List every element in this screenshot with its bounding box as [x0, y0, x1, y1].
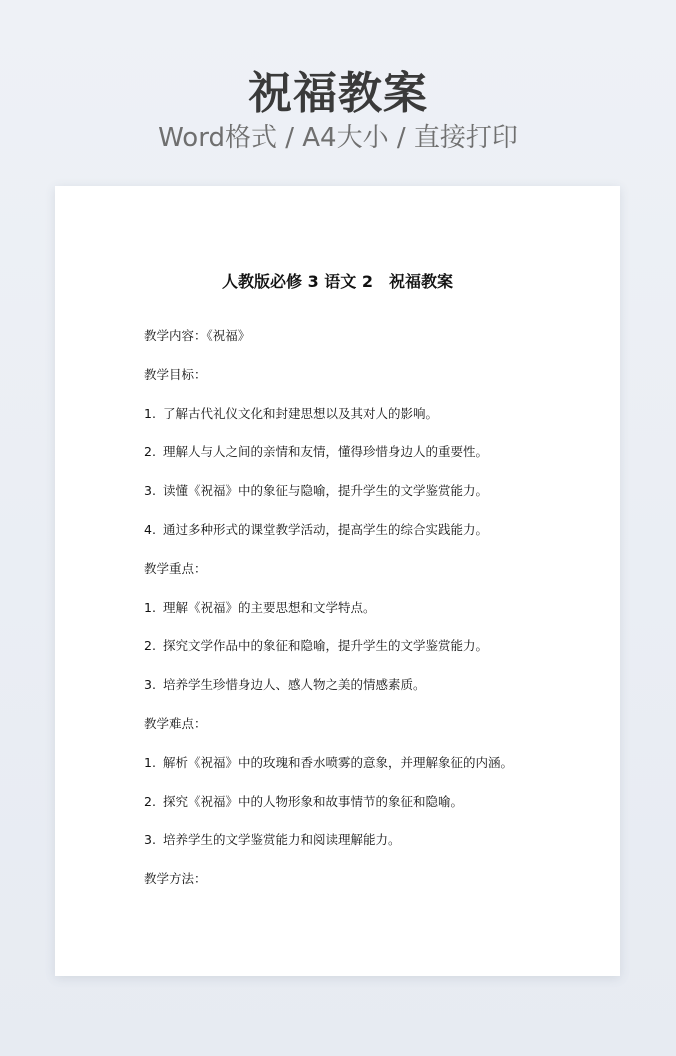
list-item — [144, 598, 544, 637]
line-text: 教学方法： — [144, 871, 207, 887]
list-item — [144, 520, 544, 559]
line-text: 了解古代礼仪文化和封建思想以及其对人的影响。 — [163, 405, 439, 421]
list-item — [144, 792, 544, 831]
list-item — [144, 481, 544, 520]
list-number: 1. — [144, 405, 156, 421]
banner-subtitle: Word格式 / A4大小 / 直接打印 — [158, 123, 518, 153]
list-item — [144, 442, 544, 481]
line-text: 理解人与人之间的亲情和友情，懂得珍惜身边人的重要性。 — [163, 444, 489, 460]
line-text: 教学内容：《祝福》 — [144, 328, 251, 343]
list-number: 2. — [144, 444, 156, 460]
line-text: 探究《祝福》中的人物形象和故事情节的象征和隐喻。 — [163, 793, 464, 809]
list-number: 4. — [144, 521, 156, 537]
list-number: 1. — [144, 754, 156, 770]
line-text: 探究文学作品中的象征和隐喻，提升学生的文学鉴赏能力。 — [163, 638, 489, 654]
banner-title: 祝福教案 — [248, 68, 428, 119]
list-item — [144, 675, 544, 714]
list-number: 3. — [144, 483, 156, 499]
document-body — [144, 326, 544, 908]
list-number: 2. — [144, 793, 156, 809]
line-text: 教学难点： — [144, 715, 207, 731]
list-item — [144, 830, 544, 869]
list-number: 2. — [144, 638, 156, 654]
list-number: 1. — [144, 599, 156, 615]
line-text: 培养学生珍惜身边人、感人物之美的情感素质。 — [163, 677, 426, 693]
section-heading-objectives — [144, 365, 544, 404]
document-page — [55, 186, 620, 976]
line-text: 理解《祝福》的主要思想和文学特点。 — [163, 599, 376, 615]
line-text: 读懂《祝福》中的象征与隐喻，提升学生的文学鉴赏能力。 — [163, 483, 489, 499]
list-item — [144, 753, 544, 792]
line-text: 教学目标： — [144, 366, 207, 382]
line-text: 教学重点： — [144, 560, 207, 576]
list-item — [144, 636, 544, 675]
line-text: 通过多种形式的课堂教学活动，提高学生的综合实践能力。 — [163, 521, 489, 537]
section-heading-methods — [144, 869, 544, 908]
line-text: 培养学生的文学鉴赏能力和阅读理解能力。 — [163, 832, 401, 848]
list-number: 3. — [144, 832, 156, 848]
document-heading: 人教版必修 3 语文 2 祝福教案 — [222, 272, 453, 291]
section-heading-difficulties — [144, 714, 544, 753]
list-item — [144, 404, 544, 443]
list-number: 3. — [144, 677, 156, 693]
section-content-line — [144, 326, 544, 365]
section-heading-key-points — [144, 559, 544, 598]
line-text: 解析《祝福》中的玫瑰和香水喷雾的意象，并理解象征的内涵。 — [163, 754, 514, 770]
